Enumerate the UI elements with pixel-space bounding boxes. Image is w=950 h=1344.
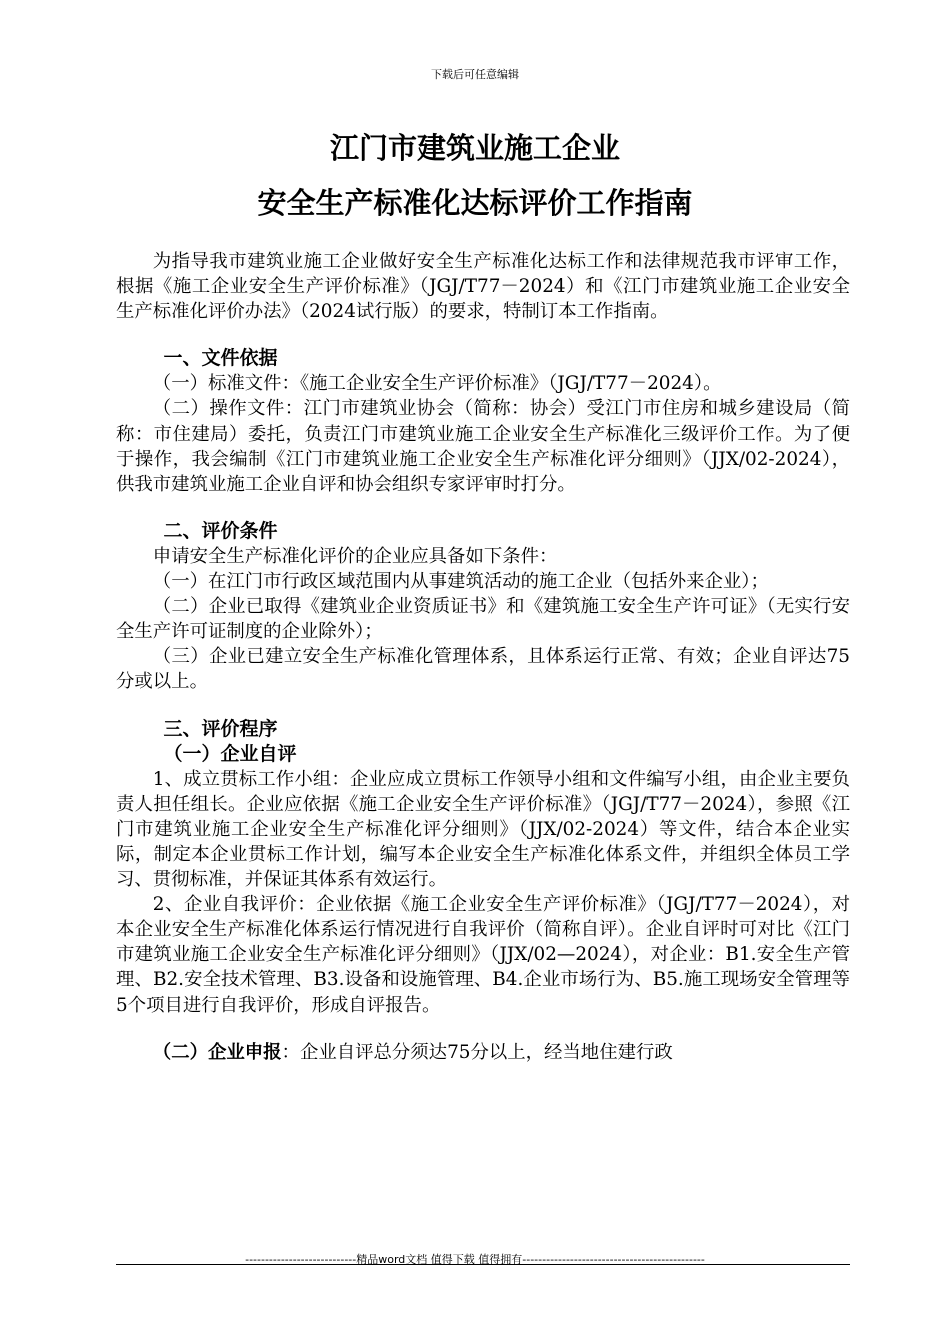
section-heading-conditions: 二、评价条件 bbox=[163, 519, 278, 542]
paragraph: 申请安全生产标准化评价的企业应具备如下条件： bbox=[152, 545, 558, 567]
section-heading-basis: 一、文件依据 bbox=[163, 347, 278, 370]
document-body bbox=[116, 249, 850, 1065]
section-heading-procedure: 三、评价程序 bbox=[163, 717, 278, 740]
paragraph: （一）标准文件：《施工企业安全生产评价标准》（JGJ/T77－2024）。 bbox=[152, 373, 722, 395]
footer-rule bbox=[116, 1264, 850, 1265]
paragraph: 1、成立贯标工作小组：企业应成立贯标工作领导小组和文件编写小组，由企业主要负责人担任组长。企业应依据《施工企业安全生产评价标准》（JGJ/T77－2024），参照《江门市建筑业施工企业安全生产标准化评分细则》（JJX/02-2024）等文件，结合本企业实际，制定本企业贯标工作计划，编写本企业安全生产标准化体系文件，并组织全体员工学习、贯彻标准，并保证其体系有效运行。 bbox=[116, 768, 850, 891]
subsection-heading-self-eval: （一）企业自评 bbox=[163, 742, 297, 765]
footer-note: ----------------------------精品word文档 值得下载 值得拥有---------------------------------------------- bbox=[245, 1253, 705, 1266]
header-note: 下载后可任意编辑 bbox=[431, 68, 519, 81]
paragraph: （一）在江门市行政区域范围内从事建筑活动的施工企业（包括外来企业）； bbox=[152, 571, 769, 593]
application-text: ：企业自评总分须达75分以上，经当地住建行政 bbox=[281, 1041, 673, 1063]
document-title-line-2: 安全生产标准化达标评价工作指南 bbox=[257, 186, 693, 220]
subsection-label-application: （二）企业申报 bbox=[152, 1041, 282, 1063]
paragraph-application bbox=[116, 1040, 850, 1065]
paragraph: （二）操作文件：江门市建筑业协会（简称：协会）受江门市住房和城乡建设局（简称：市住建局）委托，负责江门市建筑业施工企业安全生产标准化三级评价工作。为了便于操作，我会编制《江门市建筑业施工企业安全生产标准化评分细则》（JJX/02-2024），供我市建筑业施工企业自评和协会组织专家评审时打分。 bbox=[116, 398, 850, 495]
document-title-line-1: 江门市建筑业施工企业 bbox=[329, 131, 620, 165]
paragraph: （三）企业已建立安全生产标准化管理体系，且体系运行正常、有效；企业自评达75分或以上。 bbox=[116, 646, 850, 693]
paragraph: 2、企业自我评价：企业依据《施工企业安全生产评价标准》（JGJ/T77－2024），对本企业安全生产标准化体系运行情况进行自我评价（简称自评）。企业自评时可对比《江门市建筑业施工企业安全生产标准化评分细则》（JJX/02—2024），对企业：B1.安全生产管理、B2.安全技术管理、B3.设备和设施管理、B4.企业市场行为、B5.施工现场安全管理等5个项目进行自我评价，形成自评报告。 bbox=[116, 894, 850, 1016]
paragraph: （二）企业已取得《建筑业企业资质证书》和《建筑施工安全生产许可证》（无实行安全生产许可证制度的企业除外）； bbox=[116, 596, 850, 643]
intro-paragraph: 为指导我市建筑业施工企业做好安全生产标准化达标工作和法律规范我市评审工作，根据《施工企业安全生产评价标准》（JGJ/T77－2024）和《江门市建筑业施工企业安全生产标准化评价办法》（2024试行版）的要求，特制订本工作指南。 bbox=[116, 251, 850, 323]
